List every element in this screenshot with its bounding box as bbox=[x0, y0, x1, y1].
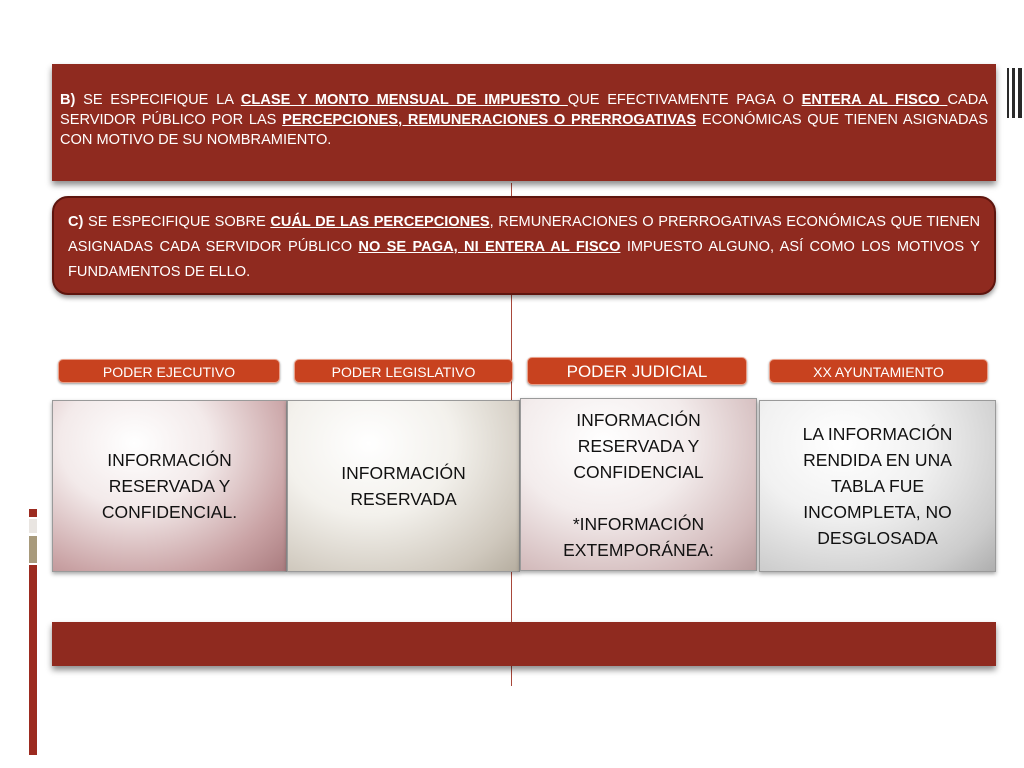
card-text: INFORMACIÓN RESERVADA bbox=[341, 463, 466, 509]
tag-poder-legislativo: PODER LEGISLATIVO bbox=[294, 359, 513, 383]
text-emphasis: NO SE PAGA, NI ENTERA AL FISCO bbox=[358, 239, 621, 255]
text-fragment: , REMUNERACIONES O PRERROGATIVAS ECONÓMICAS QUE TIENEN ASIGNADAS CADA SERVIDOR PÚBLICO bbox=[68, 214, 981, 255]
card-poder-judicial bbox=[520, 398, 757, 571]
card-poder-ejecutivo bbox=[52, 400, 287, 572]
tag-poder-judicial: PODER JUDICIAL bbox=[527, 357, 747, 385]
footer-bar bbox=[52, 622, 996, 666]
text-emphasis: CUÁL DE LAS PERCEPCIONES bbox=[270, 214, 490, 230]
text-fragment: IMPUESTO ALGUNO, ASÍ COMO LOS MOTIVOS Y FUNDAMENTOS DE ELLO. bbox=[68, 239, 980, 280]
tag-poder-ejecutivo: PODER EJECUTIVO bbox=[58, 359, 280, 383]
section-b-letter: B) bbox=[60, 92, 76, 108]
card-text: INFORMACIÓN RESERVADA Y CONFIDENCIAL *INFORMACIÓN EXTEMPORÁNEA: bbox=[563, 409, 714, 560]
card-poder-legislativo bbox=[287, 400, 520, 572]
card-xx-ayuntamiento bbox=[759, 400, 996, 572]
card-text: LA INFORMACIÓN RENDIDA EN UNA TABLA FUE INCOMPLETA, NO DESGLOSADA bbox=[802, 424, 953, 548]
text-emphasis: CLASE Y MONTO MENSUAL DE IMPUESTO bbox=[240, 92, 568, 108]
text-fragment: CADA SERVIDOR PÚBLICO POR LAS bbox=[60, 92, 988, 128]
card-text: INFORMACIÓN RESERVADA Y CONFIDENCIAL. bbox=[101, 450, 238, 522]
text-fragment: SE ESPECIFIQUE SOBRE bbox=[83, 214, 271, 230]
text-fragment: QUE EFECTIVAMENTE PAGA O bbox=[567, 92, 802, 108]
text-emphasis: PERCEPCIONES, REMUNERACIONES O PRERROGATIVAS bbox=[282, 112, 697, 128]
tag-xx-ayuntamiento: XX AYUNTAMIENTO bbox=[769, 359, 988, 383]
text-fragment: SE ESPECIFIQUE LA bbox=[75, 92, 241, 108]
banner-section-b bbox=[52, 64, 996, 181]
text-emphasis: ENTERA AL FISCO bbox=[801, 92, 948, 108]
section-c-letter: C) bbox=[68, 214, 84, 230]
banner-section-c bbox=[52, 196, 996, 295]
text-fragment: ECONÓMICAS QUE TIENEN ASIGNADAS CON MOTIVO DE SU NOMBRAMIENTO. bbox=[60, 112, 988, 148]
